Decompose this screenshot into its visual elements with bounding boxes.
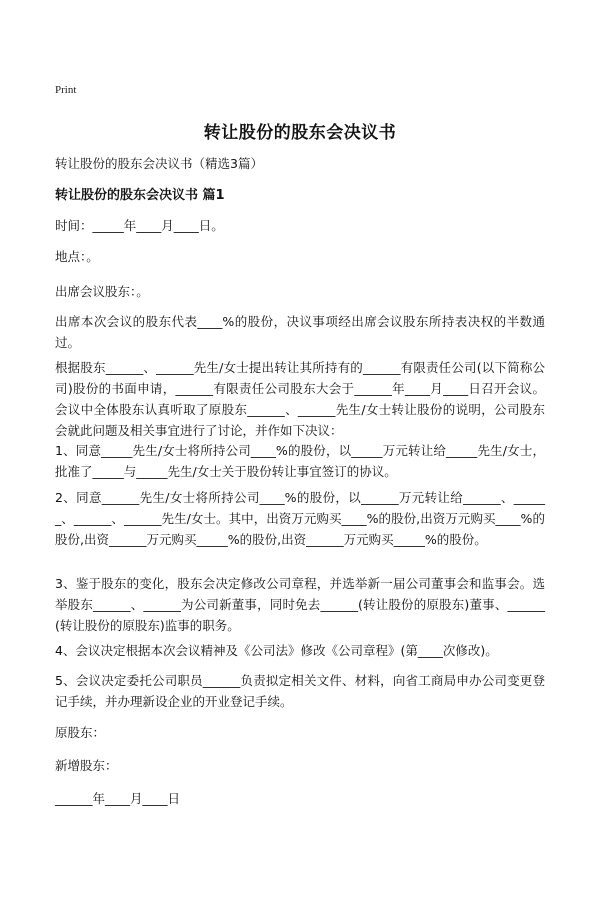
attending-shareholders: 出席会议股东：。 bbox=[55, 284, 149, 299]
document-title: 转让股份的股东会决议书 bbox=[203, 123, 397, 143]
paragraph-quorum: 出席本次会议的股东代表____%的股份，决议事项经出席会议股东所持表决权的半数通过。 bbox=[55, 314, 545, 350]
resolution-item-2: 2、同意______先生/女士将所持公司____%的股份，以______万元转让给______、______、______、______先生/女士。其中，出资万元购买____%的股份,出资万元购买____%的股份,出资______万元购买_____%的股份,出资______万元购买_____%的股份。 bbox=[55, 490, 545, 547]
signature-date: ______年____月____日 bbox=[55, 791, 181, 806]
print-label: Print bbox=[55, 84, 77, 96]
meeting-place: 地点：。 bbox=[55, 249, 99, 264]
resolution-item-5: 5、会议决定委托公司职员______负责拟定相关文件、材料，向省工商局申办公司变更登记手续，并办理新设企业的开业登记手续。 bbox=[55, 673, 545, 709]
section-title: 转让股份的股东会决议书 篇1 bbox=[55, 188, 225, 203]
resolution-item-3: 3、鉴于股东的变化，股东会决定修改公司章程，并选举新一届公司董事会和监事会。选举股东______、______为公司新董事，同时免去______(转让股份的原股东)董事、______(转让股份的原股东)监事的职务。 bbox=[55, 576, 545, 633]
paragraph-background: 根据股东______、______先生/女士提出转让其所持有的______有限责任公司(以下简称公司)股份的书面申请，______有限责任公司股东大会于______年____月____日召开会议。会议中全体股东认真听取了原股东______、______先生/女士转让股份的说明，公司股东会就此问题及相关事宜进行了讨论，并作如下决议： bbox=[55, 360, 545, 438]
new-shareholder-signature: 新增股东： bbox=[55, 758, 118, 773]
document-subtitle: 转让股份的股东会决议书（精选3篇） bbox=[55, 156, 263, 171]
original-shareholder-signature: 原股东： bbox=[55, 725, 106, 740]
resolution-item-4: 4、会议决定根据本次会议精神及《公司法》修改《公司章程》(第____次修改)。 bbox=[55, 643, 498, 658]
meeting-time: 时间：_____年____月____日。 bbox=[55, 218, 224, 233]
resolution-item-1: 1、同意_____先生/女士将所持公司____%的股份，以_____万元转让给_____先生/女士，批准了_____与_____先生/女士关于股份转让事宜签订的协议。 bbox=[55, 443, 545, 479]
